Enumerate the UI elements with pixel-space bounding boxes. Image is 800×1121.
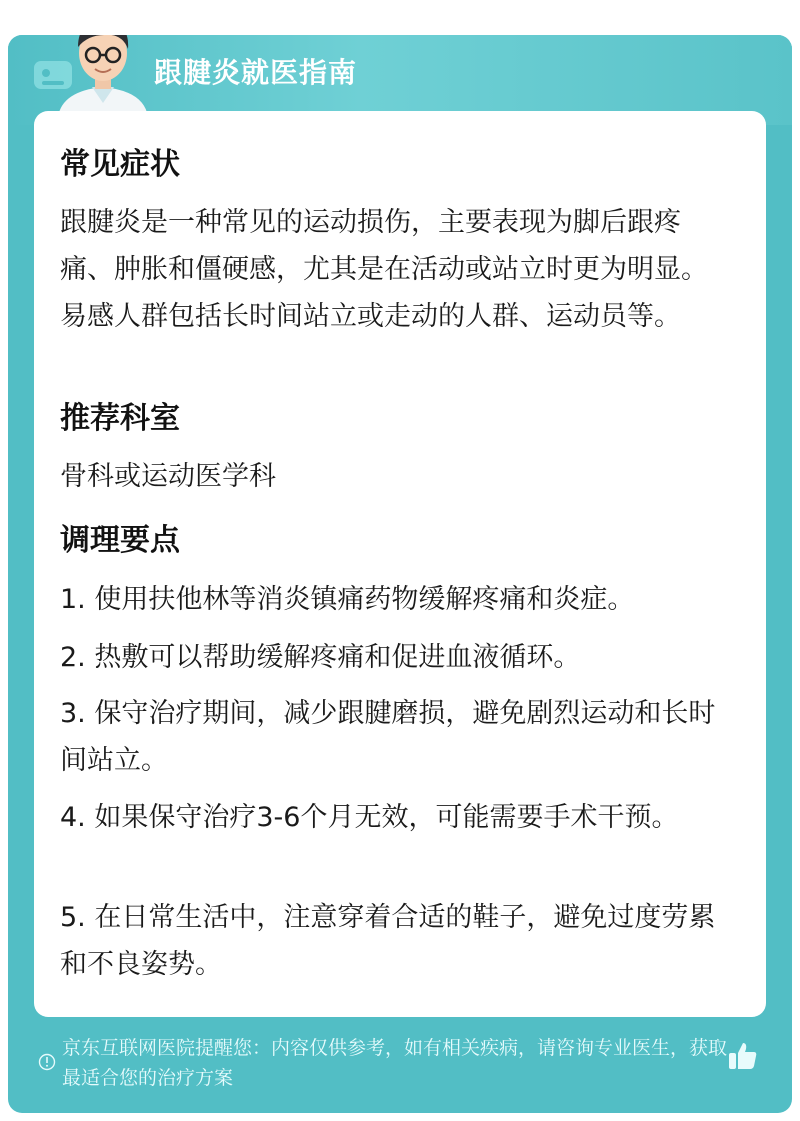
section-heading-symptoms: 常见症状 — [60, 147, 180, 182]
section-heading-care: 调理要点 — [60, 523, 180, 558]
section-heading-department: 推荐科室 — [60, 401, 180, 436]
thumbs-up-icon[interactable] — [726, 1039, 760, 1073]
info-icon — [38, 1053, 56, 1071]
department-text: 骨科或运动医学科 — [60, 461, 276, 492]
care-item: 4. 如果保守治疗3-6个月无效，可能需要手术干预。 — [60, 802, 679, 833]
care-item: 5. 在日常生活中，注意穿着合适的鞋子，避免过度劳累和不良姿势。 — [60, 902, 716, 980]
care-item: 3. 保守治疗期间，减少跟腱磨损，避免剧烈运动和长时间站立。 — [60, 698, 716, 776]
disclaimer-text: 京东互联网医院提醒您：内容仅供参考，如有相关疾病，请咨询专业医生，获取最适合您的治疗方案 — [62, 1037, 728, 1089]
content-panel — [34, 111, 766, 1017]
symptoms-text: 跟腱炎是一种常见的运动损伤，主要表现为脚后跟疼痛、肿胀和僵硬感，尤其是在活动或站立时更为明显。易感人群包括长时间站立或走动的人群、运动员等。 — [60, 207, 708, 332]
page-title: 跟腱炎就医指南 — [154, 56, 358, 89]
doctor-avatar-icon — [48, 35, 158, 117]
care-item: 2. 热敷可以帮助缓解疼痛和促进血液循环。 — [60, 642, 581, 673]
care-item: 1. 使用扶他林等消炎镇痛药物缓解疼痛和炎症。 — [60, 584, 635, 615]
guide-card — [8, 35, 792, 1113]
